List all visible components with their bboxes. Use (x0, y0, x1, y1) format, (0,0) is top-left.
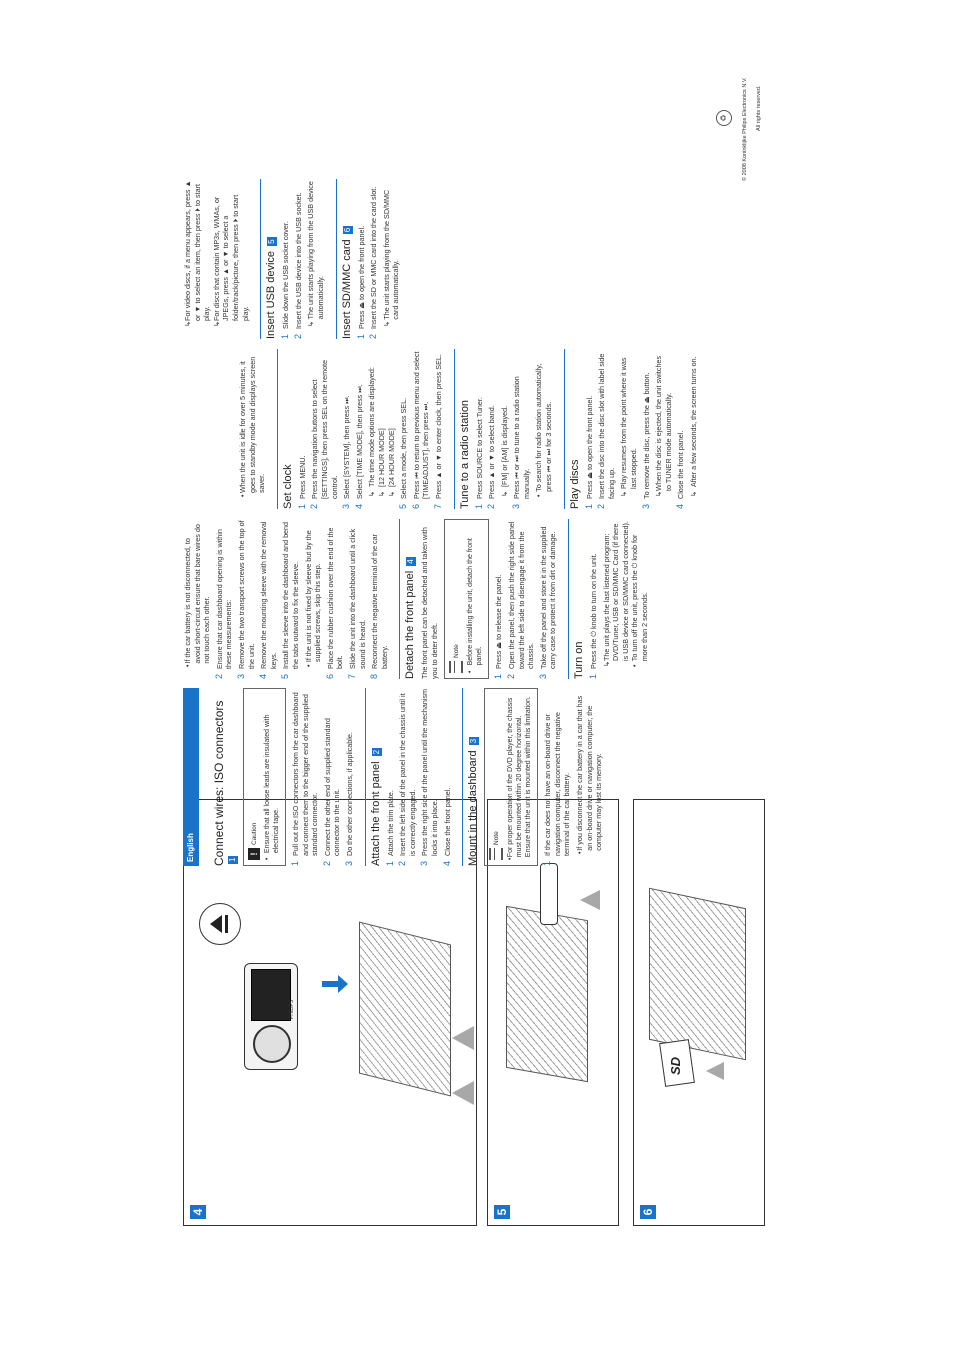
step: 1 Press ⏏ to release the panel. (493, 574, 504, 679)
step: 2 Press the navigation buttons to select [SETTINGS], then press SEL on the remote control. (309, 359, 339, 509)
eject-callout (199, 903, 241, 945)
step: 3 To remove the disc, press the ⏏ button. (640, 372, 651, 509)
step: 1 Press ⏏ to open the front panel. (355, 225, 366, 339)
result: ↳ The time mode options are displayed: (367, 367, 377, 497)
column-3 (238, 349, 699, 509)
panel-screen (251, 969, 291, 1021)
figure-badge: 4 (190, 1205, 206, 1219)
note-box: Note • For proper operation of the DVD player, the chassis must be mounted within 20 degree horizontal. Ensure that the unit is mounted within this limitation. (484, 688, 538, 866)
section-badge: 6 (342, 227, 352, 233)
result: ↳ For video discs, if a menu appears, press ▲ or ▼ to select an item, then press ⏵ to start play. (183, 180, 212, 327)
step: 1 Slide down the USB socket cover. (280, 221, 291, 339)
step: 4 Select [TIME MODE], then press ⏭. (353, 384, 364, 509)
usb-device-illustration (540, 863, 558, 925)
unit-chassis-illustration (359, 922, 451, 1097)
section-badge: 4 (406, 559, 416, 564)
front-panel-illustration (244, 963, 298, 1070)
section-title-usb: Insert USB device 5 (260, 179, 277, 339)
step: 1 Press MENU. (296, 455, 307, 509)
step: 3 Remove the two transport screws on the top of the unit. (235, 520, 256, 679)
caution-text: Ensure that all loose leads are insulated with electrical tape. (264, 714, 280, 854)
step: 4 Close the front panel. (441, 787, 452, 866)
option: ↳ [24 HOUR MODE] (386, 428, 396, 497)
step: 3 Do the other connections, if applicable. (343, 732, 354, 866)
result: ↳ Play resumes from the point where it was last stopped. (619, 357, 639, 497)
language-bar: English (183, 688, 199, 866)
gray-arrow-icon (452, 1081, 474, 1105)
section-title-text: Connect wires: ISO connectors (212, 700, 226, 866)
step: 4 Close the front panel. (675, 430, 686, 509)
step: 2 Press ▲ or ▼ to select band. (486, 405, 497, 509)
caution-label: Caution (250, 822, 258, 845)
eject-icon (210, 915, 222, 933)
sd-logo-icon: SD (668, 1056, 683, 1075)
step: 1 Press the ⏻ knob to turn on the unit. (588, 553, 599, 679)
section-title-detach: Detach the front panel 4 (399, 519, 416, 679)
step: 5 Select a mode, then press SEL. (398, 397, 409, 509)
step: 1 If the car does not have an on-board drive or navigation computer, disconnect the negative terminal of the car battery. (542, 712, 572, 866)
copyright: © 2008 Koninklijke Philips Electronics N.V. (742, 77, 748, 181)
note-box: Note • Before installing the unit, detach the front panel. (444, 519, 489, 679)
gray-arrow-icon (706, 1062, 724, 1080)
figure-badge: 6 (640, 1205, 656, 1219)
note-icon (449, 661, 463, 673)
step: 3 Select [SYSTEM], then press ⏭. (341, 395, 352, 509)
figure-badge: 5 (494, 1205, 510, 1219)
section-badge: 5 (267, 239, 277, 244)
unit-front-illustration (506, 906, 588, 1082)
note-icon (489, 848, 503, 860)
step: 2 Insert the left side of the panel in the chassis until it is correctly engaged. (397, 693, 417, 866)
bullet: • If the car battery is not disconnected, to avoid short-circuit ensure that bare wires do not touch each other. (183, 524, 212, 667)
result: ↳ The unit plays the last listened program: DVD/Tuner, USB or SD/MMC Card (if there is USB device or SD/MMC card connected). (601, 521, 630, 667)
bullet: • To search for radio station automatically, press ⏮ or ⏭ for 3 seconds. (534, 363, 554, 497)
step: 2 Insert the USB device into the USB socket. (292, 192, 303, 339)
section-title-iso (209, 688, 238, 866)
section-title-sd: Insert SD/MMC card 6 (336, 179, 353, 339)
caution-icon: ! (248, 848, 260, 860)
result: ↳ For discs that contain MP3s, WMAs, or JPEGs, press ▲ or ▼ to select a folder/track/picture, then press ⏵ to start play. (211, 194, 250, 327)
column-2 (183, 519, 650, 679)
result: ↳ When the disc is ejected, the unit switches to TUNER mode automatically. (654, 355, 673, 497)
section-title-attach: Attach the front panel 2 (365, 688, 382, 866)
section-badge: 1 (228, 857, 237, 862)
gray-arrow-icon (452, 1026, 474, 1050)
step: 6 Press ⏮ to return to previous menu and select [TIMEADJUST], then press ⏭. (410, 351, 431, 509)
step: 7 Press ▲ or ▼ to enter clock, then press SEL. (432, 354, 443, 509)
caution-box: ! Caution • Ensure that all loose leads are insulated with electrical tape. (243, 688, 286, 866)
unit-open-illustration (649, 888, 746, 1061)
bullet: • To turn off the unit, press the ⏻ knob for more than 2 seconds. (630, 534, 649, 667)
option: ↳ [12 HOUR MODE] (376, 428, 386, 497)
result: ↳ The unit starts playing from the USB device automatically. (306, 181, 325, 327)
section-title-turnon: Turn on (568, 519, 585, 679)
step: 1 Pull out the ISO connectors from the car dashboard and connect them to the bigger end of the supplied standard connector. (290, 692, 320, 866)
step: 3 Take off the panel and store it in the supplied carry case to protect it from dirt or damage. (537, 526, 558, 679)
step: 1 Attach the trim plate. (384, 790, 395, 866)
result: ↳ The unit starts playing from the SD/MMC card automatically. (381, 189, 401, 327)
step: 3 Press the right side of the panel until the mechanism locks it into place. (419, 688, 439, 866)
step: 2 Open the panel, then push the right side panel toward the left side to disengage it from the chassis. (506, 521, 536, 679)
section-badge: 3 (469, 738, 479, 744)
step: 7 Slide the unit into the dashboard until a click sound is heard. (346, 528, 367, 679)
gray-arrow-icon (580, 890, 600, 910)
step: 1 Press SOURCE to select Tuner. (473, 397, 484, 509)
step: 2 Connect the other end of supplied standard connector to the unit. (321, 718, 342, 866)
column-1 (183, 688, 604, 866)
step: 4 Remove the mounting sleeve with the removal keys. (258, 521, 278, 679)
volume-knob (253, 1025, 291, 1063)
detach-intro: The front panel can be detached and taken with you to deter theft. (420, 527, 439, 679)
section-badge: 2 (371, 749, 381, 755)
section-title-tune: Tune to a radio station (454, 349, 471, 509)
step: 8 Reconnect the negative terminal of the car battery. (369, 533, 389, 679)
section-title-clock: Set clock (277, 349, 294, 509)
section-title-play: Play discs (564, 349, 581, 509)
step: 6 Place the rubber cushion over the end of the bolt. (324, 527, 345, 679)
bullet: • If the unit is not fixed by sleeve but by the supplied screws, skip this step. (303, 530, 323, 667)
rights: All rights reserved. (756, 85, 762, 131)
column-4 (183, 179, 401, 339)
step: 2 Ensure that car dashboard opening is within these measurements: (213, 529, 234, 679)
result: ↳ After a few seconds, the screen turns on. (689, 356, 698, 497)
recycle-icon: ♻ (716, 110, 732, 126)
bullet: • If you disconnect the car battery in a car that has an on-board drive or navigation computer, the computer may lost its memory. (574, 695, 604, 854)
step: 1 Press ⏏ to open the front panel. (583, 395, 594, 509)
step: 3 Press ⏮ or ⏭ to tune to a radio station manually. (511, 376, 531, 509)
step: 5 Install the sleeve into the dashboard and bend the tabs outward to fix the sleeve. (280, 521, 300, 679)
figure-6 (633, 799, 765, 1226)
section-title-mount: Mount in the dashboard 3 (462, 688, 479, 866)
result: ↳ [FM] or [AM] is displayed. (499, 405, 509, 497)
brand-logo: PHILIPS (289, 999, 295, 1019)
bullet: • When the unit is idle for over 5 minutes, it goes to standby mode and displays screen saver. (238, 356, 267, 497)
step: 2 Insert the disc into the disc slot with label side facing up. (596, 353, 616, 509)
step: 2 Insert the SD or MMC card into the card slot. (368, 186, 379, 339)
